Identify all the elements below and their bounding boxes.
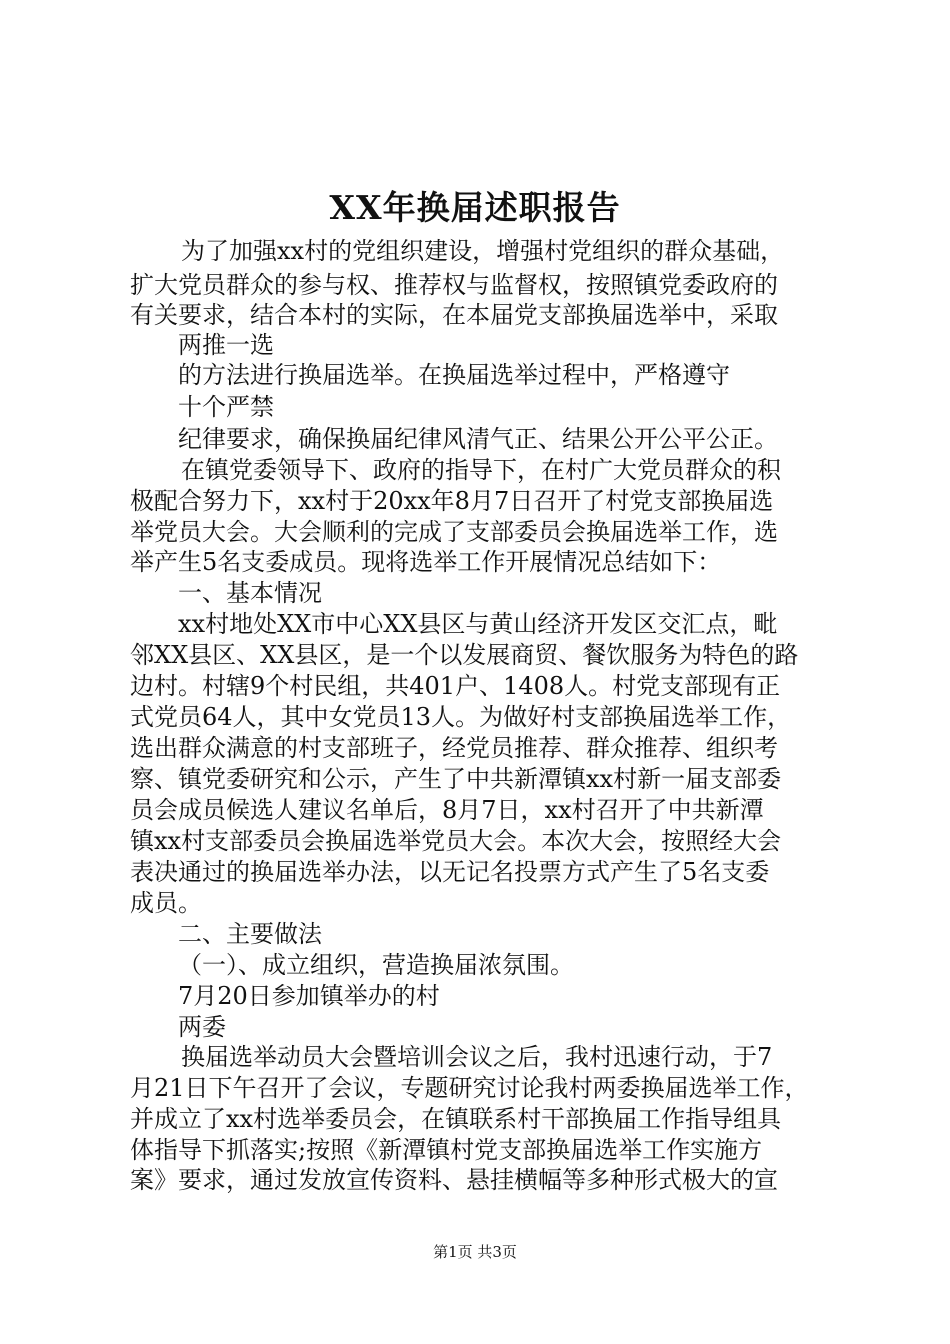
section-heading: 二、主要做法 [178,920,322,948]
text-line: xx村地处XX市中心XX县区与黄山经济开发区交汇点，毗 [178,610,778,638]
text-line: 邻XX县区、XX县区，是一个以发展商贸、餐饮服务为特色的路 [130,641,799,669]
text-line: 7月20日参加镇举办的村 [178,982,440,1010]
text-line: 为了加强xx村的党组织建设，增强村党组织的群众基础， [181,237,785,265]
text-line: 极配合努力下，xx村于20xx年8月7日召开了村党支部换届选 [130,487,774,515]
text-line: 纪律要求，确保换届纪律风清气正、结果公开公平公正。 [178,425,778,453]
subsection-heading: （一）、成立组织，营造换届浓氛围。 [178,951,574,979]
text-line: 在镇党委领导下、政府的指导下，在村广大党员群众的积 [181,456,781,484]
page-footer: 第1页 共3页 [433,1243,517,1261]
text-line: 体指导下抓落实;按照《新潭镇村党支部换届选举工作实施方 [130,1136,763,1164]
text-line: 举党员大会。大会顺利的完成了支部委员会换届选举工作，选 [130,518,778,546]
section-heading: 一、基本情况 [178,579,322,607]
text-line: 有关要求，结合本村的实际，在本届党支部换届选举中，采取 [130,301,778,329]
text-line: 换届选举动员大会暨培训会议之后，我村迅速行动，于7 [181,1043,773,1071]
text-line: 两委 [178,1013,226,1041]
text-line: 的方法进行换届选举。在换届选举过程中，严格遵守 [178,361,730,389]
text-line: 十个严禁 [178,393,274,421]
text-line: 边村。村辖9个村民组，共401户、1408人。村党支部现有正 [130,672,781,700]
text-line: 举产生5名支委成员。现将选举工作开展情况总结如下： [130,548,722,576]
text-line: 员会成员候选人建议名单后，8月7日，xx村召开了中共新潭 [130,796,764,824]
text-line: 扩大党员群众的参与权、推荐权与监督权，按照镇党委政府的 [130,271,778,299]
text-line: 察、镇党委研究和公示，产生了中共新潭镇xx村新一届支部委 [130,765,782,793]
text-line: 并成立了xx村选举委员会，在镇联系村干部换届工作指导组具 [130,1105,782,1133]
text-line: 案》要求，通过发放宣传资料、悬挂横幅等多种形式极大的宣 [130,1166,778,1194]
text-line: 月21日下午召开了会议，专题研究讨论我村两委换届选举工作， [130,1074,809,1102]
text-line: 两推一选 [178,331,274,359]
text-line: 表决通过的换届选举办法，以无记名投票方式产生了5名支委 [130,858,770,886]
text-line: 选出群众满意的村支部班子，经党员推荐、群众推荐、组织考 [130,734,778,762]
text-line: 成员。 [130,889,202,917]
text-line: 式党员64人，其中女党员13人。为做好村支部换届选举工作， [130,703,792,731]
page-title: XX年换届述职报告 [329,188,621,227]
text-line: 镇xx村支部委员会换届选举党员大会。本次大会，按照经大会 [130,827,782,855]
